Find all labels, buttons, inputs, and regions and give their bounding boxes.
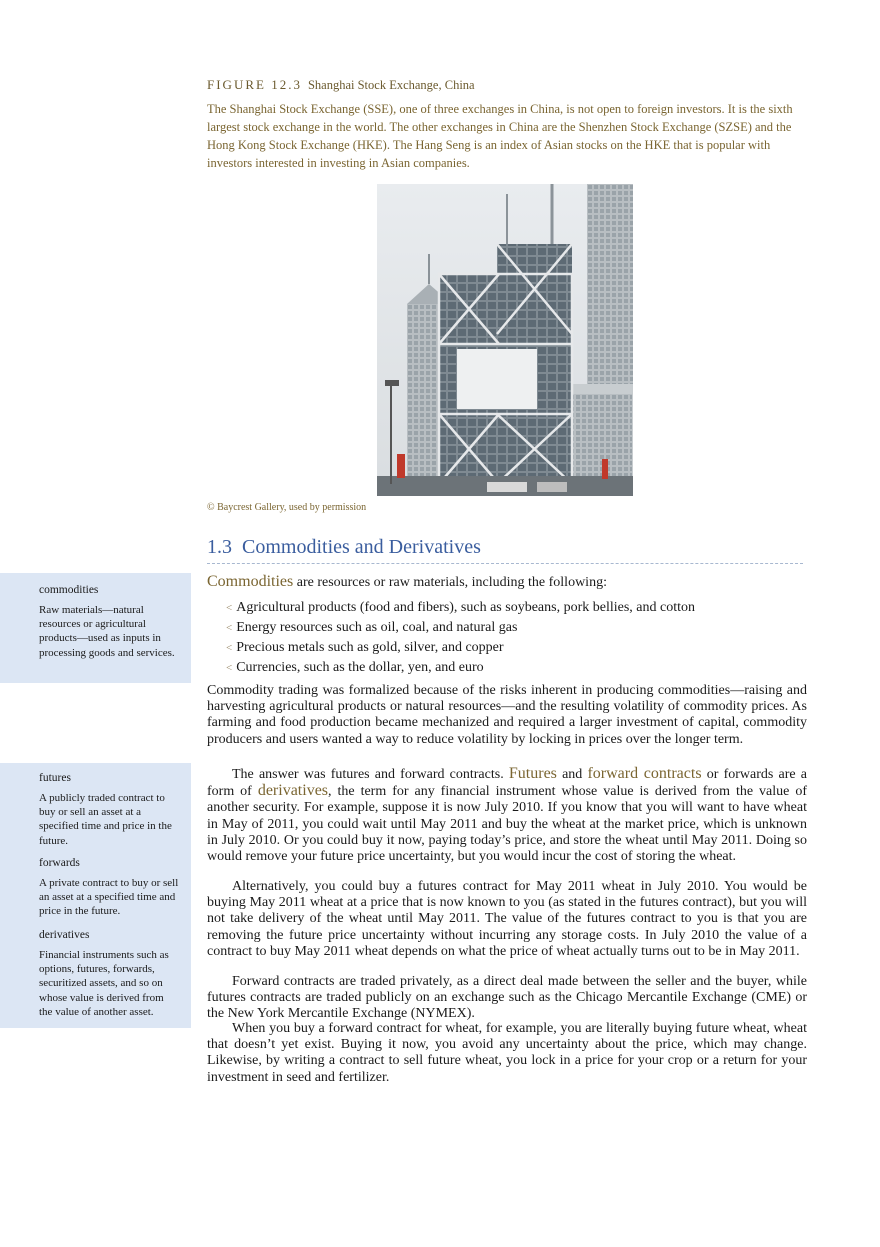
glossary-definition: A private contract to buy or sell an asset at a specified time and price in the future. (39, 877, 179, 918)
paragraph-futures-example: Alternatively, you could buy a futures contract for May 2011 wheat in July 2010. You would be buying May 2011 wheat at a price that is now known to you (as stated in the futures contract), but you will not take delivery of the wheat until May 2011. The value of the futures contract to you is that you are removing the future price uncertainty without incurring any storage costs. In July 2010 the value of a contract to buy May 2011 wheat depends on what the price of wheat actually turns out to be in May 2011. (207, 879, 807, 959)
glossary-term: futures (39, 772, 71, 784)
glossary-term: derivatives (39, 929, 90, 941)
intro-text: are resources or raw materials, including the following: (293, 575, 607, 590)
term-forward-contracts: forward contracts (587, 765, 702, 782)
section-title: Commodities and Derivatives (242, 536, 481, 558)
figure-label: FIGURE 12.3 (207, 77, 302, 92)
term-futures: Futures (508, 765, 557, 782)
section-heading (207, 536, 481, 559)
bullet-icon: < (226, 602, 233, 614)
list-item: < Energy resources such as oil, coal, and natural gas (226, 620, 518, 635)
photo-credit: © Baycrest Gallery, used by permission (207, 502, 367, 513)
section-divider (207, 563, 803, 564)
list-item: < Currencies, such as the dollar, yen, and euro (226, 660, 484, 675)
figure-title (207, 77, 475, 93)
list-item: < Precious metals such as gold, silver, and copper (226, 640, 504, 655)
section-number: 1.3 (207, 536, 232, 558)
glossary-definition: Financial instruments such as options, futures, forwards, securitized assets, and so on whose value is derived from the value of another asset. (39, 949, 169, 1018)
glossary-definition: Raw materials—natural resources or agricultural products—used as inputs in processing goods and services. (39, 604, 175, 659)
commodity-list (226, 598, 695, 678)
intro-paragraph (207, 574, 807, 591)
bullet-icon: < (226, 622, 233, 634)
paragraph-forward-vs-futures: Forward contracts are traded privately, as a direct deal made between the seller and the buyer, while futures contracts are traded publicly on an exchange such as the Chicago Mercantile Exchange (CME) or the New York Mercantile Exchange (NYMEX). (207, 974, 807, 1022)
glossary-term: forwards (39, 857, 80, 869)
glossary-box-commodities (0, 573, 191, 683)
figure-description: The Shanghai Stock Exchange (SSE), one of three exchanges in China, is not open to foreign investors. It is the sixth largest stock exchange in the world. The other exchanges in China are the Shenzhen Stock Exchange (SZSE) and the Hong Kong Stock Exchange (HKE). The Hang Seng is an index of Asian stocks on the HKE that is popular with investors interested in investing in Asian companies. (207, 102, 793, 170)
building-photo (377, 184, 633, 496)
term-commodities: Commodities (207, 573, 294, 590)
bullet-icon: < (226, 642, 233, 654)
figure-caption-title: Shanghai Stock Exchange, China (307, 78, 475, 92)
term-derivatives: derivatives (257, 782, 329, 800)
glossary-box-derivatives (0, 763, 191, 1028)
bullet-icon: < (226, 662, 233, 674)
paragraph-futures-forwards: The answer was futures and forward contracts. Futures and forward contracts or forwards are a form of derivatives, the term for any financial instrument whose value is derived from the value of another security. For example, suppose it is now July 2010. If you know that you will want to have wheat in May of 2011, you could wait until May 2011 and buy the wheat at the market price, which is unknown in July 2010. Or you could buy it now, paying today’s price, and store the wheat until May 2011. Doing so would remove your future price uncertainty, but you would incur the cost of storing the wheat. (207, 765, 807, 865)
list-item: < Agricultural products (food and fibers), such as soybeans, pork bellies, and cotton (226, 600, 695, 615)
paragraph-commodity-trading: Commodity trading was formalized because of the risks inherent in producing commodities—raising and harvesting agricultural products or natural resources—and the resulting volatility of commodity prices. As farming and food production became mechanized and required a larger investment of capital, commodity producers and users wanted a way to reduce volatility by locking in prices over the longer term. (207, 683, 807, 747)
glossary-definition: A publicly traded contract to buy or sell an asset at a specified time and price in the future. (39, 792, 172, 847)
glossary-term: commodities (39, 584, 99, 596)
paragraph-forward-wheat: When you buy a forward contract for wheat, for example, you are literally buying future wheat, wheat that doesn’t yet exist. Buying it now, you avoid any uncertainty about the price, which may change. Likewise, by writing a contract to sell future wheat, you lock in a price for your crop or a return for your investment in seed and fertilizer. (207, 1021, 807, 1085)
